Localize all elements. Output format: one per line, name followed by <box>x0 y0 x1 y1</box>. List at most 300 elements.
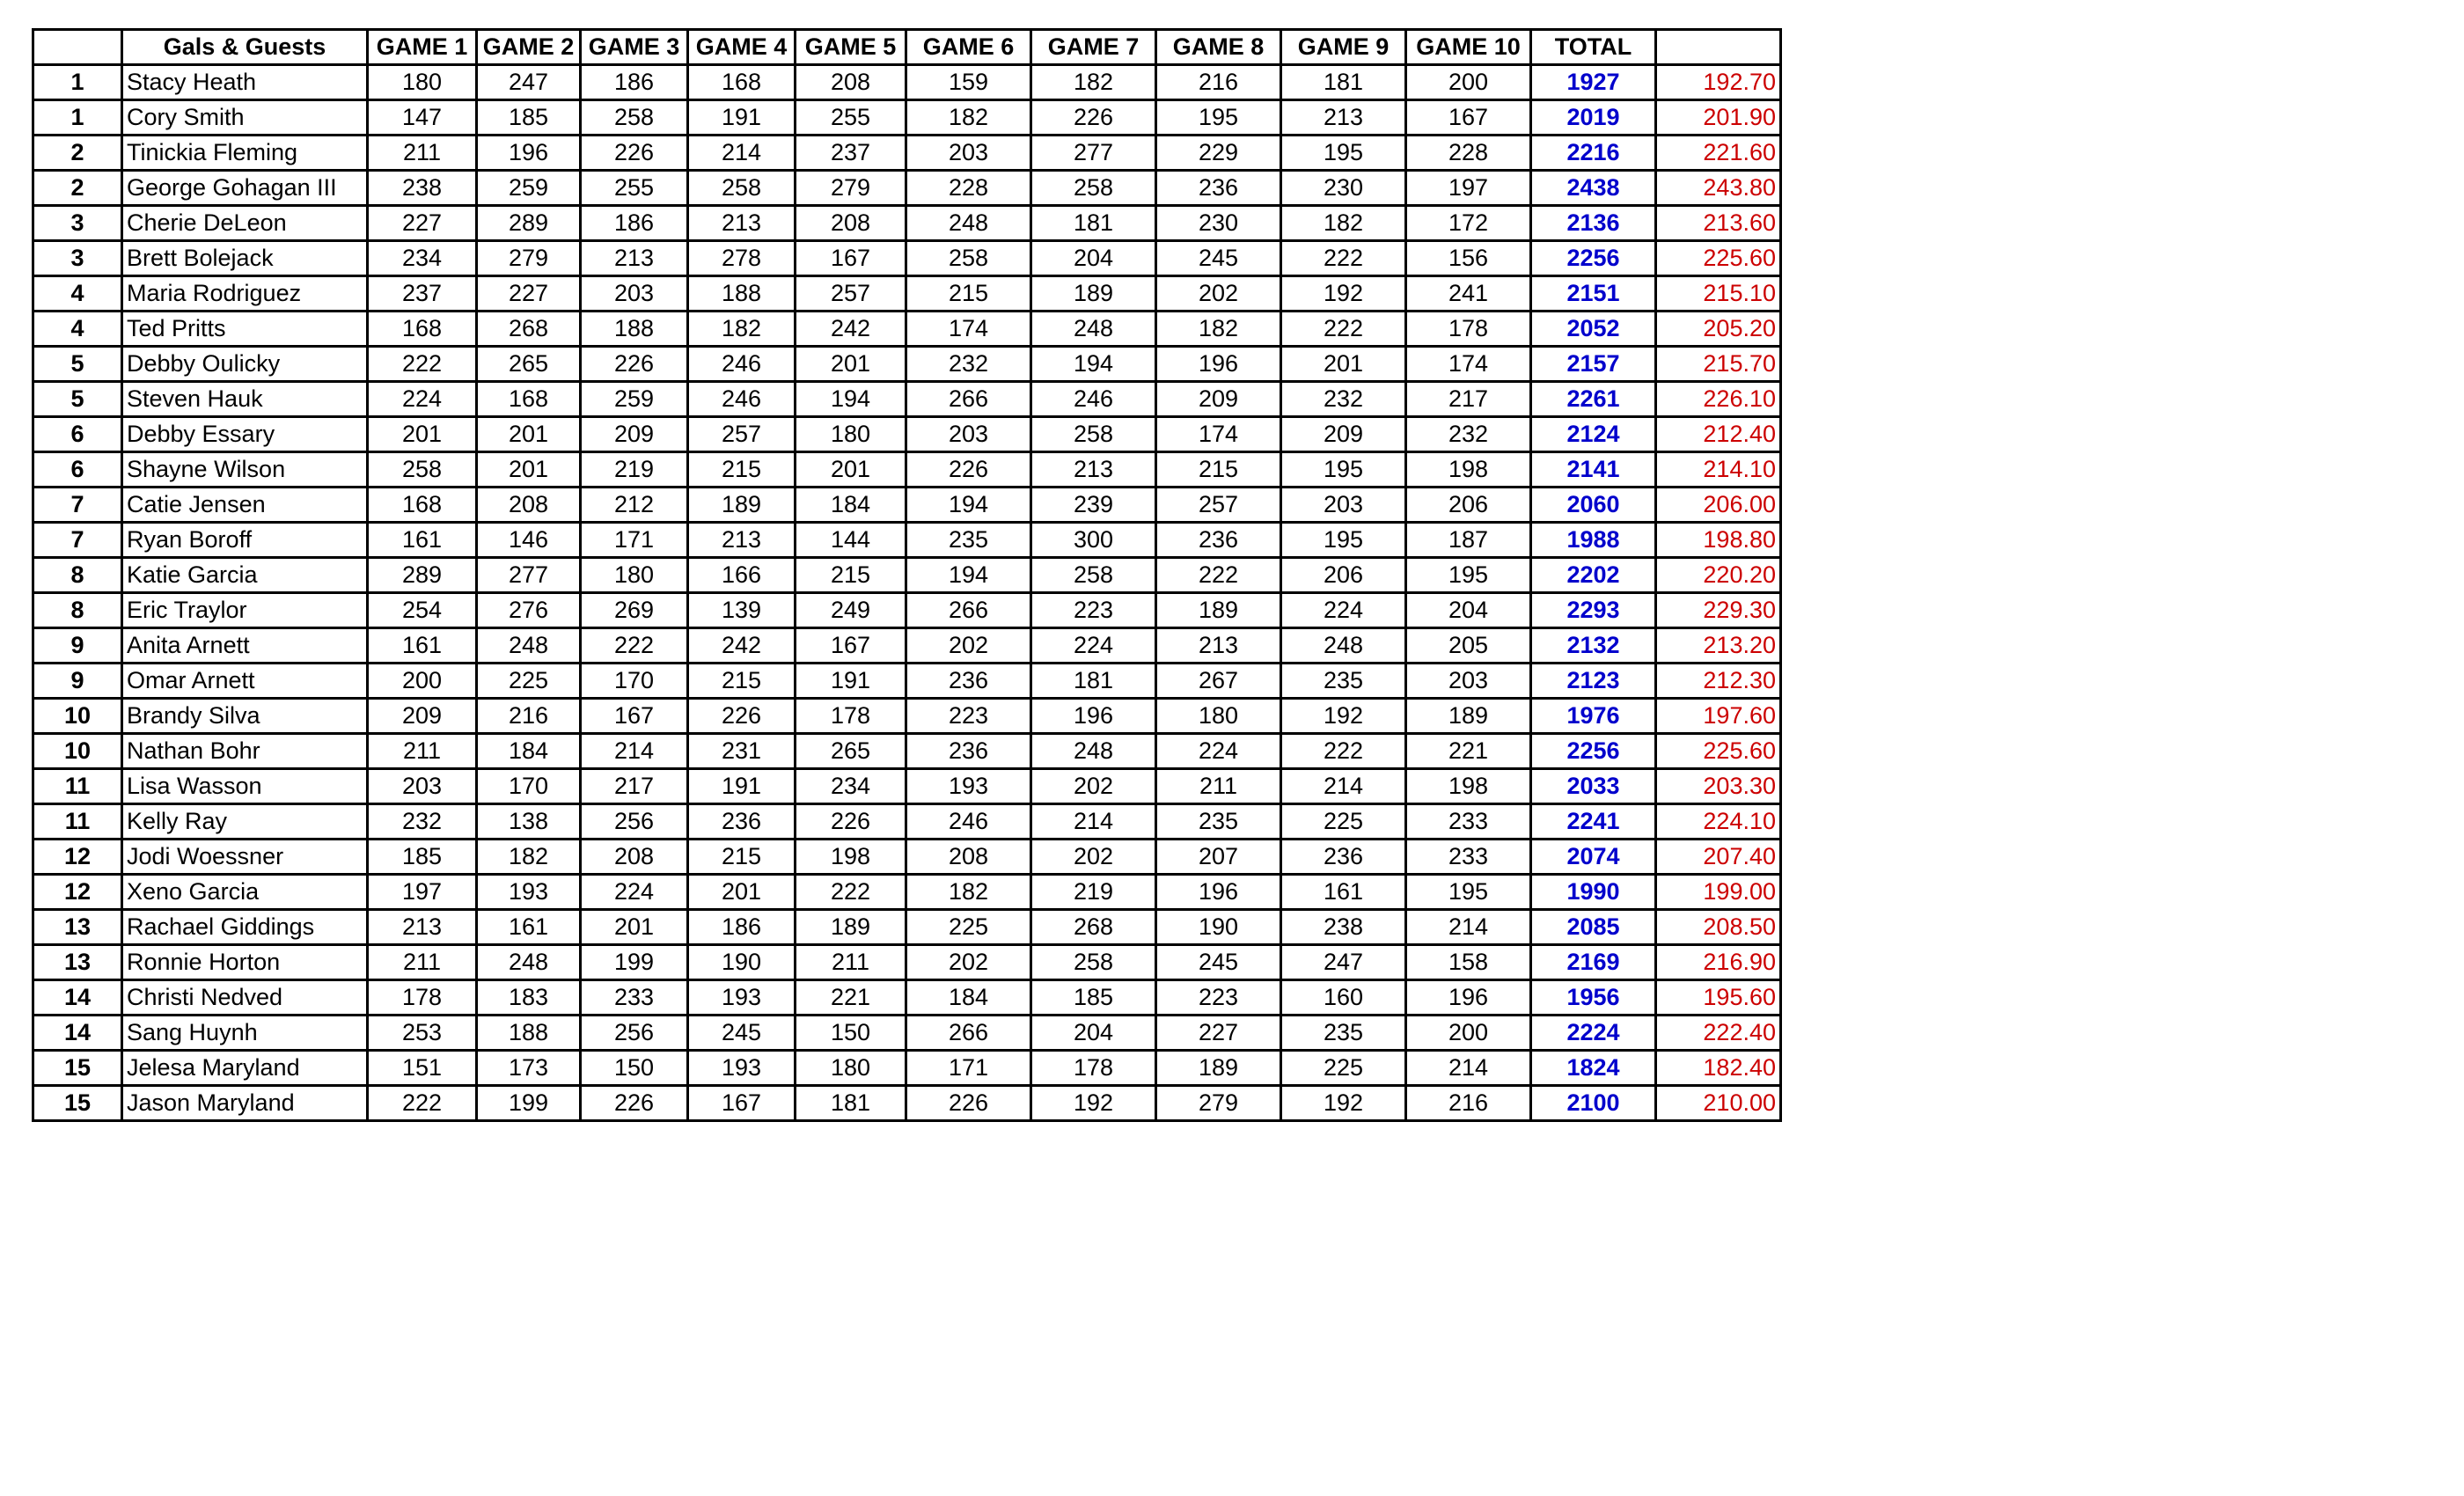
game-score-cell: 235 <box>906 523 1031 558</box>
game-score-cell: 192 <box>1281 276 1406 312</box>
total-cell: 1988 <box>1531 523 1656 558</box>
player-name-cell: Tinickia Fleming <box>122 136 368 171</box>
game-score-cell: 219 <box>581 452 688 488</box>
rank-cell: 2 <box>33 171 122 206</box>
rank-cell: 8 <box>33 558 122 593</box>
game-8-header: GAME 8 <box>1156 30 1281 65</box>
game-score-cell: 223 <box>1031 593 1156 628</box>
game-score-cell: 213 <box>688 523 796 558</box>
game-score-cell: 209 <box>368 699 477 734</box>
table-row <box>33 523 1781 558</box>
game-score-cell: 259 <box>477 171 581 206</box>
game-score-cell: 226 <box>581 1086 688 1121</box>
average-cell: 195.60 <box>1656 980 1781 1016</box>
game-score-cell: 212 <box>581 488 688 523</box>
table-body <box>33 65 1781 1121</box>
game-score-cell: 138 <box>477 804 581 840</box>
table-row <box>33 734 1781 769</box>
game-score-cell: 213 <box>1281 100 1406 136</box>
player-name-cell: Jodi Woessner <box>122 840 368 875</box>
table-row <box>33 206 1781 241</box>
game-score-cell: 222 <box>368 347 477 382</box>
game-score-cell: 189 <box>1156 1051 1281 1086</box>
table-row <box>33 65 1781 100</box>
game-score-cell: 180 <box>581 558 688 593</box>
game-score-cell: 222 <box>1281 734 1406 769</box>
rank-cell: 10 <box>33 734 122 769</box>
rank-cell: 6 <box>33 417 122 452</box>
table-row <box>33 945 1781 980</box>
game-score-cell: 258 <box>1031 558 1156 593</box>
rank-cell: 4 <box>33 276 122 312</box>
game-score-cell: 182 <box>688 312 796 347</box>
game-score-cell: 219 <box>1031 875 1156 910</box>
total-cell: 1927 <box>1531 65 1656 100</box>
player-name-cell: Cory Smith <box>122 100 368 136</box>
game-score-cell: 160 <box>1281 980 1406 1016</box>
game-score-cell: 267 <box>1156 664 1281 699</box>
average-cell: 198.80 <box>1656 523 1781 558</box>
game-score-cell: 221 <box>1406 734 1531 769</box>
table-row <box>33 276 1781 312</box>
game-score-cell: 235 <box>1156 804 1281 840</box>
game-score-cell: 171 <box>581 523 688 558</box>
rank-cell: 15 <box>33 1086 122 1121</box>
game-score-cell: 236 <box>1156 171 1281 206</box>
game-score-cell: 216 <box>477 699 581 734</box>
rank-cell: 2 <box>33 136 122 171</box>
game-score-cell: 214 <box>1406 1051 1531 1086</box>
player-name-cell: Debby Oulicky <box>122 347 368 382</box>
player-name-cell: Katie Garcia <box>122 558 368 593</box>
game-score-cell: 238 <box>1281 910 1406 945</box>
game-1-header: GAME 1 <box>368 30 477 65</box>
game-score-cell: 196 <box>1406 980 1531 1016</box>
game-score-cell: 195 <box>1281 452 1406 488</box>
game-score-cell: 199 <box>581 945 688 980</box>
table-row <box>33 488 1781 523</box>
game-score-cell: 236 <box>1281 840 1406 875</box>
game-score-cell: 185 <box>368 840 477 875</box>
game-score-cell: 204 <box>1406 593 1531 628</box>
game-score-cell: 279 <box>477 241 581 276</box>
game-score-cell: 245 <box>1156 945 1281 980</box>
game-score-cell: 235 <box>1281 664 1406 699</box>
game-score-cell: 167 <box>796 241 906 276</box>
game-score-cell: 202 <box>906 628 1031 664</box>
game-score-cell: 215 <box>906 276 1031 312</box>
player-name-cell: Sang Huynh <box>122 1016 368 1051</box>
game-score-cell: 226 <box>906 452 1031 488</box>
game-score-cell: 187 <box>1406 523 1531 558</box>
rank-cell: 11 <box>33 804 122 840</box>
average-cell: 213.60 <box>1656 206 1781 241</box>
game-score-cell: 208 <box>581 840 688 875</box>
game-score-cell: 214 <box>581 734 688 769</box>
game-score-cell: 180 <box>796 417 906 452</box>
game-score-cell: 228 <box>1406 136 1531 171</box>
game-score-cell: 196 <box>1031 699 1156 734</box>
game-score-cell: 247 <box>477 65 581 100</box>
rank-cell: 1 <box>33 100 122 136</box>
player-name-cell: Omar Arnett <box>122 664 368 699</box>
game-score-cell: 181 <box>796 1086 906 1121</box>
game-score-cell: 168 <box>688 65 796 100</box>
game-score-cell: 277 <box>477 558 581 593</box>
game-score-cell: 246 <box>1031 382 1156 417</box>
game-score-cell: 180 <box>1156 699 1281 734</box>
table-row <box>33 136 1781 171</box>
game-score-cell: 248 <box>477 628 581 664</box>
game-score-cell: 195 <box>1281 136 1406 171</box>
total-cell: 2052 <box>1531 312 1656 347</box>
game-score-cell: 184 <box>796 488 906 523</box>
game-score-cell: 199 <box>477 1086 581 1121</box>
game-score-cell: 214 <box>1406 910 1531 945</box>
table-row <box>33 1016 1781 1051</box>
game-score-cell: 222 <box>1156 558 1281 593</box>
total-cell: 2123 <box>1531 664 1656 699</box>
game-score-cell: 206 <box>1406 488 1531 523</box>
total-cell: 2261 <box>1531 382 1656 417</box>
player-name-cell: Maria Rodriguez <box>122 276 368 312</box>
total-cell: 2293 <box>1531 593 1656 628</box>
game-score-cell: 203 <box>906 136 1031 171</box>
total-cell: 1956 <box>1531 980 1656 1016</box>
game-score-cell: 195 <box>1281 523 1406 558</box>
average-cell: 229.30 <box>1656 593 1781 628</box>
player-name-cell: Rachael Giddings <box>122 910 368 945</box>
game-score-cell: 256 <box>581 804 688 840</box>
game-score-cell: 208 <box>906 840 1031 875</box>
game-score-cell: 203 <box>368 769 477 804</box>
game-score-cell: 266 <box>906 382 1031 417</box>
game-score-cell: 201 <box>1281 347 1406 382</box>
total-cell: 2151 <box>1531 276 1656 312</box>
game-score-cell: 225 <box>477 664 581 699</box>
average-cell: 201.90 <box>1656 100 1781 136</box>
game-score-cell: 182 <box>1281 206 1406 241</box>
game-score-cell: 168 <box>368 488 477 523</box>
table-row <box>33 1086 1781 1121</box>
average-cell: 208.50 <box>1656 910 1781 945</box>
game-score-cell: 211 <box>368 945 477 980</box>
player-name-cell: Kelly Ray <box>122 804 368 840</box>
game-score-cell: 214 <box>688 136 796 171</box>
average-cell: 243.80 <box>1656 171 1781 206</box>
game-score-cell: 222 <box>1281 312 1406 347</box>
game-score-cell: 213 <box>1156 628 1281 664</box>
table-row <box>33 417 1781 452</box>
game-score-cell: 266 <box>906 593 1031 628</box>
player-name-cell: George Gohagan III <box>122 171 368 206</box>
rank-cell: 7 <box>33 488 122 523</box>
average-cell: 224.10 <box>1656 804 1781 840</box>
game-score-cell: 202 <box>1031 769 1156 804</box>
game-score-cell: 194 <box>906 488 1031 523</box>
game-score-cell: 224 <box>1156 734 1281 769</box>
game-score-cell: 247 <box>1281 945 1406 980</box>
game-score-cell: 188 <box>688 276 796 312</box>
player-name-cell: Ted Pritts <box>122 312 368 347</box>
game-score-cell: 248 <box>1031 312 1156 347</box>
total-cell: 2019 <box>1531 100 1656 136</box>
average-cell: 216.90 <box>1656 945 1781 980</box>
game-score-cell: 236 <box>1156 523 1281 558</box>
game-score-cell: 178 <box>368 980 477 1016</box>
game-score-cell: 258 <box>688 171 796 206</box>
player-name-cell: Ryan Boroff <box>122 523 368 558</box>
game-score-cell: 237 <box>796 136 906 171</box>
game-score-cell: 248 <box>1281 628 1406 664</box>
game-score-cell: 194 <box>906 558 1031 593</box>
game-score-cell: 156 <box>1406 241 1531 276</box>
game-score-cell: 151 <box>368 1051 477 1086</box>
table-row <box>33 875 1781 910</box>
game-score-cell: 159 <box>906 65 1031 100</box>
table-header <box>33 30 1781 65</box>
average-cell: 192.70 <box>1656 65 1781 100</box>
table-row <box>33 910 1781 945</box>
game-score-cell: 211 <box>368 734 477 769</box>
game-score-cell: 222 <box>796 875 906 910</box>
game-score-cell: 168 <box>368 312 477 347</box>
game-score-cell: 190 <box>1156 910 1281 945</box>
game-score-cell: 223 <box>1156 980 1281 1016</box>
game-score-cell: 204 <box>1031 241 1156 276</box>
game-score-cell: 227 <box>1156 1016 1281 1051</box>
game-score-cell: 209 <box>1281 417 1406 452</box>
game-score-cell: 278 <box>688 241 796 276</box>
total-cell: 2124 <box>1531 417 1656 452</box>
average-cell: 182.40 <box>1656 1051 1781 1086</box>
rank-cell: 15 <box>33 1051 122 1086</box>
game-score-cell: 255 <box>796 100 906 136</box>
game-score-cell: 192 <box>1281 699 1406 734</box>
game-score-cell: 241 <box>1406 276 1531 312</box>
game-score-cell: 233 <box>1406 804 1531 840</box>
game-score-cell: 300 <box>1031 523 1156 558</box>
rank-cell: 11 <box>33 769 122 804</box>
rank-cell: 5 <box>33 347 122 382</box>
game-score-cell: 201 <box>688 875 796 910</box>
total-cell: 2241 <box>1531 804 1656 840</box>
game-score-cell: 209 <box>1156 382 1281 417</box>
game-2-header: GAME 2 <box>477 30 581 65</box>
average-cell: 205.20 <box>1656 312 1781 347</box>
game-score-cell: 224 <box>581 875 688 910</box>
game-score-cell: 197 <box>368 875 477 910</box>
game-score-cell: 226 <box>906 1086 1031 1121</box>
game-score-cell: 192 <box>1281 1086 1406 1121</box>
game-score-cell: 146 <box>477 523 581 558</box>
rank-cell: 10 <box>33 699 122 734</box>
total-cell: 2100 <box>1531 1086 1656 1121</box>
game-score-cell: 200 <box>1406 1016 1531 1051</box>
game-score-cell: 258 <box>1031 171 1156 206</box>
game-score-cell: 246 <box>906 804 1031 840</box>
game-score-cell: 216 <box>1406 1086 1531 1121</box>
game-score-cell: 185 <box>477 100 581 136</box>
game-score-cell: 248 <box>906 206 1031 241</box>
game-score-cell: 228 <box>906 171 1031 206</box>
game-score-cell: 174 <box>906 312 1031 347</box>
game-score-cell: 258 <box>1031 945 1156 980</box>
average-cell: 221.60 <box>1656 136 1781 171</box>
game-score-cell: 248 <box>477 945 581 980</box>
game-score-cell: 182 <box>1031 65 1156 100</box>
rank-header <box>33 30 122 65</box>
game-score-cell: 201 <box>477 452 581 488</box>
average-cell: 212.30 <box>1656 664 1781 699</box>
game-score-cell: 223 <box>906 699 1031 734</box>
table-row <box>33 241 1781 276</box>
game-score-cell: 191 <box>688 100 796 136</box>
game-score-cell: 226 <box>796 804 906 840</box>
game-score-cell: 190 <box>688 945 796 980</box>
game-score-cell: 257 <box>1156 488 1281 523</box>
game-score-cell: 206 <box>1281 558 1406 593</box>
total-cell: 2033 <box>1531 769 1656 804</box>
game-score-cell: 201 <box>796 347 906 382</box>
game-score-cell: 211 <box>1156 769 1281 804</box>
table-row <box>33 558 1781 593</box>
player-name-cell: Brandy Silva <box>122 699 368 734</box>
game-score-cell: 139 <box>688 593 796 628</box>
game-score-cell: 257 <box>796 276 906 312</box>
player-name-cell: Ronnie Horton <box>122 945 368 980</box>
rank-cell: 7 <box>33 523 122 558</box>
game-score-cell: 232 <box>368 804 477 840</box>
game-score-cell: 201 <box>581 910 688 945</box>
game-score-cell: 232 <box>1281 382 1406 417</box>
game-score-cell: 217 <box>581 769 688 804</box>
table-row <box>33 699 1781 734</box>
player-name-cell: Cherie DeLeon <box>122 206 368 241</box>
table-row <box>33 171 1781 206</box>
game-9-header: GAME 9 <box>1281 30 1406 65</box>
game-score-cell: 233 <box>581 980 688 1016</box>
game-score-cell: 198 <box>1406 769 1531 804</box>
game-score-cell: 217 <box>1406 382 1531 417</box>
table-row <box>33 1051 1781 1086</box>
game-score-cell: 178 <box>1031 1051 1156 1086</box>
game-score-cell: 289 <box>477 206 581 241</box>
game-score-cell: 167 <box>688 1086 796 1121</box>
game-score-cell: 171 <box>906 1051 1031 1086</box>
player-name-cell: Brett Bolejack <box>122 241 368 276</box>
game-score-cell: 209 <box>581 417 688 452</box>
game-score-cell: 167 <box>581 699 688 734</box>
game-score-cell: 239 <box>1031 488 1156 523</box>
game-score-cell: 193 <box>906 769 1031 804</box>
game-score-cell: 246 <box>688 382 796 417</box>
game-score-cell: 215 <box>688 452 796 488</box>
player-name-cell: Stacy Heath <box>122 65 368 100</box>
table-row <box>33 593 1781 628</box>
game-score-cell: 182 <box>906 100 1031 136</box>
game-score-cell: 230 <box>1156 206 1281 241</box>
total-cell: 2132 <box>1531 628 1656 664</box>
player-name-cell: Lisa Wasson <box>122 769 368 804</box>
game-score-cell: 200 <box>1406 65 1531 100</box>
game-score-cell: 193 <box>477 875 581 910</box>
game-score-cell: 211 <box>368 136 477 171</box>
game-score-cell: 186 <box>581 65 688 100</box>
game-score-cell: 230 <box>1281 171 1406 206</box>
game-score-cell: 236 <box>688 804 796 840</box>
game-score-cell: 181 <box>1031 664 1156 699</box>
game-score-cell: 222 <box>368 1086 477 1121</box>
game-score-cell: 231 <box>688 734 796 769</box>
game-score-cell: 173 <box>477 1051 581 1086</box>
game-score-cell: 202 <box>1031 840 1156 875</box>
game-score-cell: 192 <box>1031 1086 1156 1121</box>
game-score-cell: 216 <box>1156 65 1281 100</box>
game-score-cell: 208 <box>796 206 906 241</box>
game-score-cell: 222 <box>581 628 688 664</box>
table-row <box>33 980 1781 1016</box>
game-score-cell: 189 <box>688 488 796 523</box>
header-row <box>33 30 1781 65</box>
game-score-cell: 158 <box>1406 945 1531 980</box>
average-cell: 222.40 <box>1656 1016 1781 1051</box>
game-score-cell: 161 <box>477 910 581 945</box>
game-score-cell: 213 <box>1031 452 1156 488</box>
rank-cell: 4 <box>33 312 122 347</box>
game-score-cell: 265 <box>796 734 906 769</box>
game-3-header: GAME 3 <box>581 30 688 65</box>
game-score-cell: 180 <box>796 1051 906 1086</box>
total-cell: 1990 <box>1531 875 1656 910</box>
table-row <box>33 664 1781 699</box>
game-score-cell: 195 <box>1156 100 1281 136</box>
game-score-cell: 189 <box>1031 276 1156 312</box>
game-score-cell: 147 <box>368 100 477 136</box>
game-score-cell: 194 <box>1031 347 1156 382</box>
game-score-cell: 181 <box>1281 65 1406 100</box>
game-score-cell: 227 <box>368 206 477 241</box>
table-row <box>33 347 1781 382</box>
game-score-cell: 276 <box>477 593 581 628</box>
game-score-cell: 167 <box>1406 100 1531 136</box>
game-score-cell: 214 <box>1281 769 1406 804</box>
game-score-cell: 203 <box>1406 664 1531 699</box>
game-score-cell: 195 <box>1406 875 1531 910</box>
game-score-cell: 215 <box>796 558 906 593</box>
game-score-cell: 196 <box>1156 347 1281 382</box>
table-row <box>33 840 1781 875</box>
game-score-cell: 214 <box>1031 804 1156 840</box>
game-score-cell: 215 <box>1156 452 1281 488</box>
game-score-cell: 166 <box>688 558 796 593</box>
rank-cell: 8 <box>33 593 122 628</box>
game-score-cell: 201 <box>477 417 581 452</box>
game-score-cell: 204 <box>1031 1016 1156 1051</box>
game-score-cell: 236 <box>906 664 1031 699</box>
game-score-cell: 259 <box>581 382 688 417</box>
game-score-cell: 184 <box>477 734 581 769</box>
game-score-cell: 237 <box>368 276 477 312</box>
game-score-cell: 258 <box>906 241 1031 276</box>
game-score-cell: 203 <box>906 417 1031 452</box>
game-score-cell: 189 <box>1406 699 1531 734</box>
total-cell: 2136 <box>1531 206 1656 241</box>
game-score-cell: 161 <box>368 628 477 664</box>
game-score-cell: 234 <box>368 241 477 276</box>
game-score-cell: 232 <box>1406 417 1531 452</box>
total-cell: 2157 <box>1531 347 1656 382</box>
